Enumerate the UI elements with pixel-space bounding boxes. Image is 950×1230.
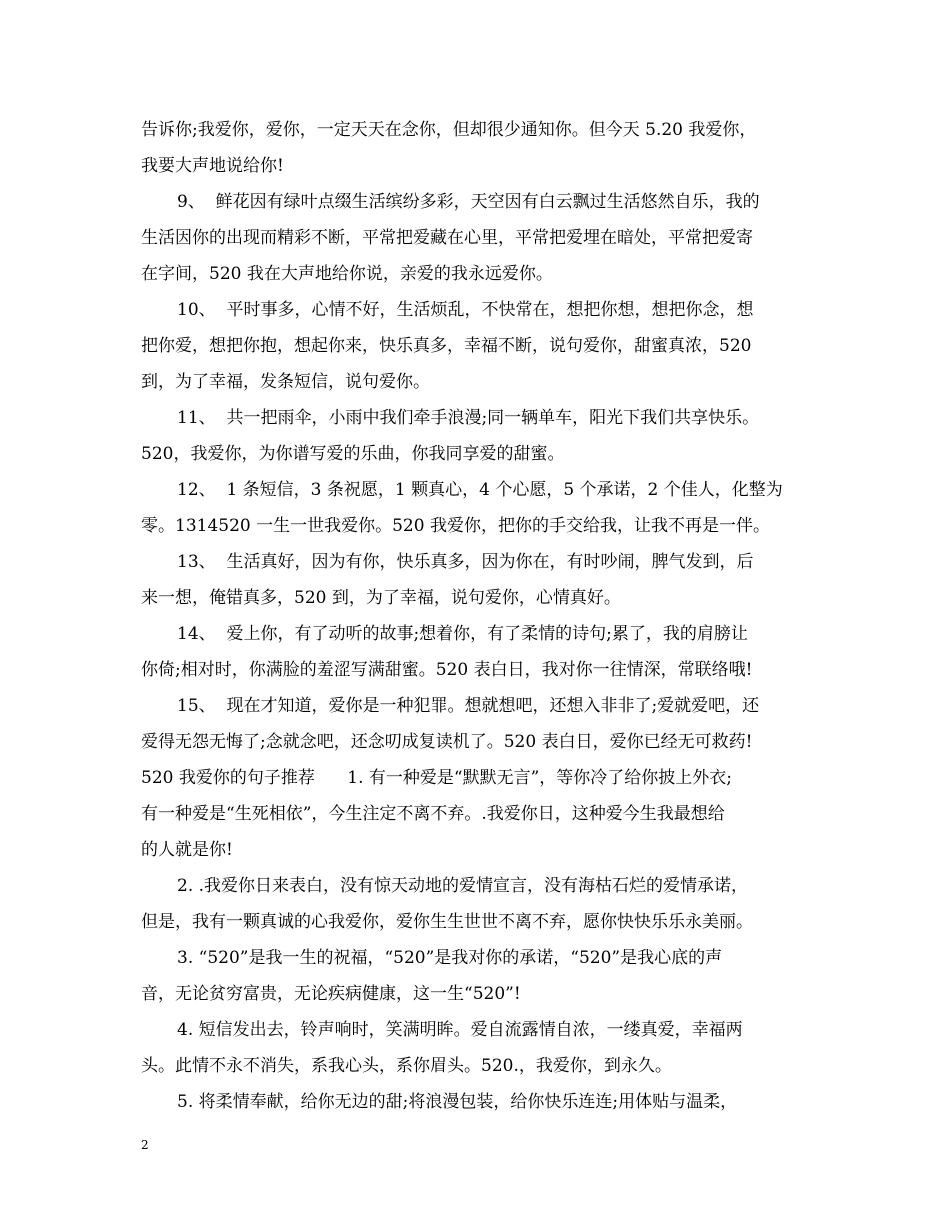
text-line-13: 13、 生活真好，因为有你，快乐真多，因为你在，有时吵闹，脾气发到，后 [177,552,754,572]
text-line-7: 把你爱，想把你抱，想起你来，快乐真多，幸福不断，说句爱你，甜蜜真浓，520 [141,336,752,356]
text-line-10: 520，我爱你，为你谱写爱的乐曲，你我同享爱的甜蜜。 [141,444,565,464]
text-line-15: 14、 爱上你，有了动听的故事;想着你，有了柔情的诗句;累了，我的肩膀让 [177,624,748,644]
text-line-21: 的人就是你! [141,840,233,860]
text-line-28: 5. 将柔情奉献，给你无边的甜;将浪漫包装，给你快乐连连;用体贴与温柔， [177,1092,738,1112]
text-line-24: 3. “520”是我一生的祝福，“520”是我对你的承诺，“520”是我心底的声 [177,948,723,968]
text-line-2: 我要大声地说给你! [141,156,284,176]
page-number: 2 [141,1138,149,1152]
section-heading-line: 520 我爱你的句子推荐 1. 有一种爱是“默默无言”，等你冷了给你披上外衣; [141,768,733,788]
document-body [141,112,813,1120]
text-line-22: 2. .我爱你日来表白，没有惊天动地的爱情宣言，没有海枯石烂的爱情承诺， [177,876,749,896]
text-line-16: 你倚;相对时，你满脸的羞涩写满甜蜜。520 表白日，我对你一往情深，常联络哦! [141,660,753,680]
text-line-11: 12、 1 条短信，3 条祝愿，1 颗真心，4 个心愿，5 个承诺，2 个佳人，化整为 [177,480,783,500]
text-line-8: 到，为了幸福，发条短信，说句爱你。 [141,372,430,392]
text-line-5: 在字间，520 我在大声地给你说，亲爱的我永远爱你。 [141,264,553,284]
text-line-4: 生活因你的出现而精彩不断，平常把爱藏在心里，平常把爱埋在暗处，平常把爱寄 [141,228,753,248]
text-line-20: 有一种爱是“生死相依”，今生注定不离不弃。.我爱你日，这种爱今生我最想给 [141,804,725,824]
text-line-9: 11、 共一把雨伞，小雨中我们牵手浪漫;同一辆单车，阳光下我们共享快乐。 [177,408,760,428]
text-line-3: 9、 鲜花因有绿叶点缀生活缤纷多彩，天空因有白云飘过生活悠然自乐，我的 [177,192,760,212]
text-line-17: 15、 现在才知道，爱你是一种犯罪。想就想吧，还想入非非了;爱就爱吧，还 [177,696,760,716]
text-line-12: 零。1314520 一生一世我爱你。520 我爱你，把你的手交给我，让我不再是一伴。 [141,516,770,536]
text-line-6: 10、 平时事多，心情不好，生活烦乱，不快常在，想把你想，想把你念，想 [177,300,754,320]
text-line-14: 来一想，俺错真多，520 到，为了幸福，说句爱你，心情真好。 [141,588,621,608]
text-line-25: 音，无论贫穷富贵，无论疾病健康，这一生“520”! [141,984,521,1004]
text-line-27: 头。此情不永不消失，系我心头，系你眉头。520.，我爱你，到永久。 [141,1056,672,1076]
text-line-26: 4. 短信发出去，铃声响时，笑满明眸。爱自流露情自浓，一缕真爱，幸福两 [177,1020,743,1040]
text-line-1: 告诉你;我爱你，爱你，一定天天在念你，但却很少通知你。但今天 5.20 我爱你， [141,120,757,140]
text-line-18: 爱得无怨无悔了;念就念吧，还念叨成复读机了。520 表白日，爱你已经无可救药! [141,732,753,752]
text-line-23: 但是，我有一颗真诚的心我爱你，爱你生生世世不离不弃，愿你快快乐乐永美丽。 [141,912,753,932]
